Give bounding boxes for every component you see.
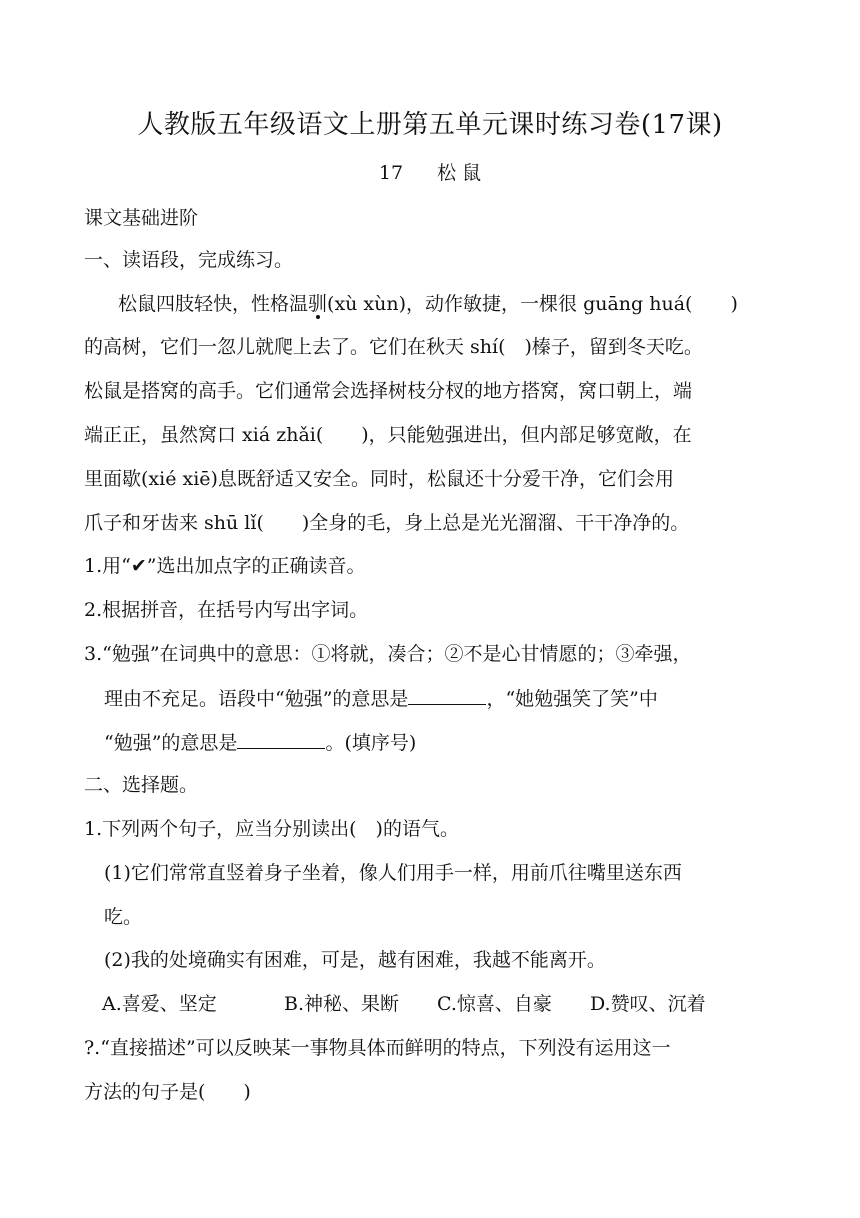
passage-line-1 bbox=[118, 290, 818, 318]
question-2-2: ?.“直接描述”可以反映某一事物具体而鲜明的特点，下列没有运用这一 bbox=[84, 1037, 671, 1059]
part2-heading: 二、选择题。 bbox=[84, 774, 199, 796]
question-2-1: 1.下列两个句子，应当分别读出( )的语气。 bbox=[84, 818, 459, 840]
question-1-3: 3.“勉强”在词典中的意思：①将就，凑合；②不是心甘情愿的；③牵强， bbox=[84, 643, 692, 665]
passage-line-4: 端正正，虽然窝口 xiá zhǎi( )，只能勉强进出，但内部足够宽敞，在 bbox=[84, 424, 692, 446]
passage-line-5: 里面歇(xié xiē)息既舒适又安全。同时，松鼠还十分爱干净，它们会用 bbox=[84, 468, 674, 490]
question-1-2: 2.根据拼音，在括号内写出字词。 bbox=[84, 599, 369, 621]
sentence-1-line-2: 吃。 bbox=[104, 906, 143, 928]
answer-blank-2[interactable] bbox=[237, 728, 325, 749]
option-d[interactable]: D.赞叹、沉着 bbox=[590, 993, 706, 1015]
section-heading: 课文基础进阶 bbox=[84, 207, 199, 229]
sentence-2: (2)我的处境确实有困难，可是，越有困难，我越不能离开。 bbox=[104, 949, 606, 971]
question-1-3-line-2 bbox=[104, 684, 804, 713]
question-2-2-line-2: 方法的句子是( ) bbox=[84, 1081, 251, 1103]
passage-line-3: 松鼠是搭窝的高手。它们通常会选择树枝分杈的地方搭窝，窝口朝上，端 bbox=[84, 380, 693, 402]
passage-line-2: 的高树，它们一忽儿就爬上去了。它们在秋天 shí( )榛子，留到冬天吃。 bbox=[84, 336, 703, 358]
question-1-3-line-3 bbox=[104, 728, 804, 757]
lesson-name: 松 鼠 bbox=[437, 162, 482, 184]
question-text: 。(填序号) bbox=[325, 732, 417, 754]
passage-line-6: 爪子和牙齿来 shū lǐ( )全身的毛，身上总是光光溜溜、干干净净的。 bbox=[84, 512, 690, 534]
page-title: 人教版五年级语文上册第五单元课时练习卷(17课) bbox=[137, 110, 723, 140]
lesson-subtitle bbox=[0, 158, 860, 185]
question-text: 理由不充足。语段中“勉强”的意思是 bbox=[104, 688, 409, 710]
sentence-1-line-1: (1)它们常常直竖着身子坐着，像人们用手一样，用前爪往嘴里送东西 bbox=[104, 862, 682, 884]
part1-heading: 一、读语段，完成练习。 bbox=[84, 249, 294, 271]
dotted-character: 驯 bbox=[308, 293, 328, 315]
option-a[interactable]: A.喜爱、坚定 bbox=[102, 993, 217, 1015]
passage-text: 松鼠四肢轻快，性格温 bbox=[118, 293, 309, 315]
option-b[interactable]: B.神秘、果断 bbox=[284, 993, 400, 1015]
option-c[interactable]: C.惊喜、自豪 bbox=[437, 993, 552, 1015]
question-text: ，“她勉强笑了笑”中 bbox=[486, 688, 658, 710]
question-1-1: 1.用“✔”选出加点字的正确读音。 bbox=[84, 555, 366, 577]
passage-text: (xù xùn)，动作敏捷，一棵很 guāng huá( ) bbox=[327, 293, 738, 315]
lesson-number: 17 bbox=[378, 162, 404, 184]
answer-blank-1[interactable] bbox=[408, 684, 486, 705]
question-text: “勉强”的意思是 bbox=[104, 732, 238, 754]
